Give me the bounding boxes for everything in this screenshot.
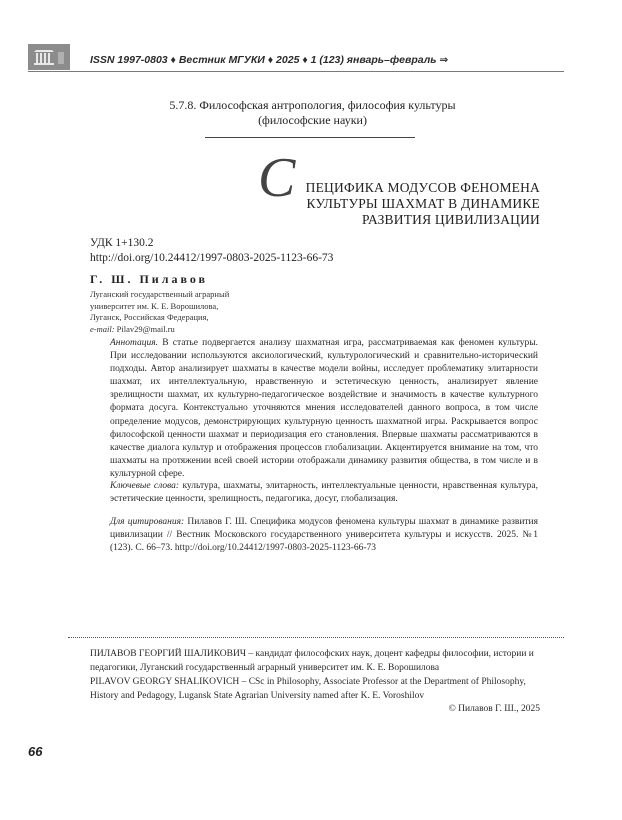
affiliation-line-3: Луганск, Российская Федерация,: [90, 312, 209, 323]
title-line-3: РАЗВИТИЯ ЦИВИЛИЗАЦИИ: [361, 212, 540, 227]
keywords: [110, 480, 538, 506]
journal-header: ISSN 1997-0803 ♦ Вестник МГУКИ ♦ 2025 ♦ 1 (123) январь–февраль ⇒: [90, 54, 449, 66]
author-name: Г. Ш. Пилавов: [90, 272, 209, 286]
copyright: © Пилавов Г. Ш., 2025: [448, 704, 540, 714]
udk-block: [90, 236, 333, 266]
author-affiliation: [90, 289, 290, 335]
email-link[interactable]: Pilav29@mail.ru: [116, 323, 175, 334]
page-number: 66: [28, 744, 43, 759]
doi-link[interactable]: http://doi.org/10.24412/1997-0803-2025-1123-66-73: [90, 252, 334, 264]
abstract: [110, 337, 538, 481]
rubric-line-2: (философские науки): [258, 113, 367, 127]
title-line-2: КУЛЬТУРЫ ШАХМАТ В ДИНАМИКЕ: [306, 196, 540, 211]
udk: УДК 1+130.2: [90, 237, 154, 249]
article-title: [230, 147, 540, 230]
citation-label: Для цитирования:: [110, 517, 185, 527]
citation-text: Пилавов Г. Ш. Специфика модусов феномена культуры шахмат в динамике развития цивилизации // Вестник Московского государственного университета культуры и искусств. 2025. №1 (123). С. 66–73. http://doi.org/10.24412/1997-0803-2025-1123-66-73: [110, 517, 539, 554]
bio-ru: ПИЛАВОВ ГЕОРГИЙ ШАЛИКОВИЧ – кандидат философских наук, доцент кафедры философии, истории и педагогики, Луганский государственный аграрный университет им. К. Е. Ворошилова: [90, 649, 534, 673]
citation: [110, 516, 538, 555]
rubric-line-1: 5.7.8. Философская антропология, философия культуры: [169, 98, 456, 112]
keywords-text: культура, шахматы, элитарность, интеллектуальные ценности, нравственная культура, эстетические ценности, зрелищность, педагогика, досуг, глобализация.: [110, 481, 539, 505]
footer-divider: [68, 637, 564, 638]
header-divider: [28, 71, 564, 72]
abstract-text: В статье подвергается анализу шахматная игра, рассматриваемая как феномен культуры. При исследовании используются аксиологический, культурологический и сравнительно-исторический подходы. Автор анализирует шахматы в качестве модели войны, исследует проблематику элитарности шахмат, их интеллектуальную, нравственную и эстетическую ценность, анализирует явление зрелищности шахмат, их культурно-педагогическое воздействие и значимость в качестве культурного формата досуга. Контекстуально уточняются мнения исследователей данного вопроса, в том числе определение модусов, демонстрирующих культурную ценность шахматной игры. Раскрывается вопрос философской ценности шахмат и периодизация его становления. Впервые шахматы рассматриваются в качестве диалога культур и отображения процессов глобализации. Акцентируется внимание на том, что шахматы на протяжении всей своей истории отображали динамику развития общества, в том числе и в культурной сфере.: [110, 338, 539, 479]
affiliation-line-2: университет им. К. Е. Ворошилова,: [90, 300, 219, 311]
keywords-label: Ключевые слова:: [110, 481, 180, 491]
email-row: [90, 324, 290, 336]
title-initial: С: [258, 147, 296, 209]
bio-en: PILAVOV GEORGY SHALIKOVICH – CSc in Philosophy, Associate Professor at the Department of Philosophy, History and Pedagogy, Lugansk State Agrarian University named after K. E. Voroshilov: [90, 677, 526, 701]
journal-logo: [28, 44, 70, 70]
email-label: e-mail:: [90, 323, 115, 334]
title-line-1: ПЕЦИФИКА МОДУСОВ ФЕНОМЕНА: [305, 180, 540, 195]
columns-icon: [30, 46, 68, 68]
affiliation-line-1: Луганский государственный аграрный: [90, 289, 230, 299]
title-rule: [205, 137, 415, 138]
abstract-label: Аннотация.: [110, 338, 158, 348]
